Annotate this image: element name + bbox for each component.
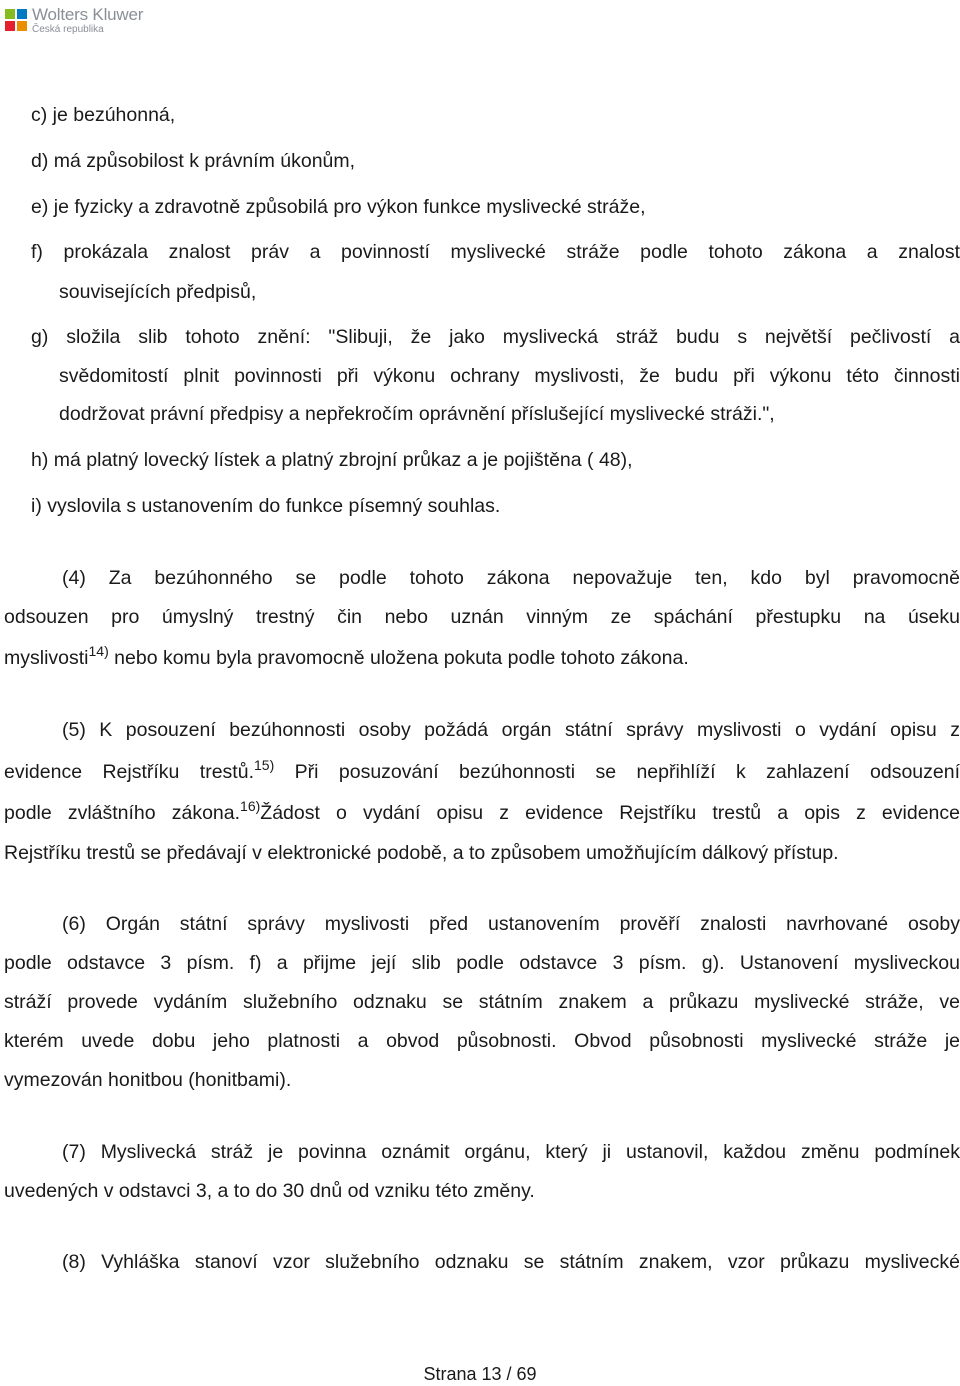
para-5-line3 — [0, 798, 960, 825]
footnote-ref-14: 14) — [88, 643, 109, 659]
para-6-line4: kterém uvede dobu jeho platnosti a obvod působnosti. Obvod působnosti myslivecké stráže je — [4, 1030, 960, 1052]
para-6-line5: vymezován honitbou (honitbami). — [4, 1069, 292, 1091]
item-d: d) má způsobilost k právním úkonům, — [31, 150, 356, 172]
text-span: Žádost o vydání opisu z evidence Rejstříku trestů a opis z evidence — [260, 802, 960, 824]
para-4-line3 — [0, 643, 960, 670]
text-span: podle zvláštního zákona. — [4, 802, 241, 824]
item-h: h) má platný lovecký lístek a platný zbrojní průkaz a je pojištěna ( 48), — [31, 449, 633, 471]
footnote-ref-16: 16) — [240, 798, 261, 814]
para-8-line1: (8) Vyhláška stanoví vzor služebního odznaku se státním znakem, vzor průkazu myslivecké — [62, 1251, 960, 1273]
text-span: evidence Rejstříku trestů. — [4, 761, 254, 783]
para-6-line2: podle odstavce 3 písm. f) a přijme její slib podle odstavce 3 písm. g). Ustanovení mysliveckou — [4, 952, 960, 974]
logo-subtitle: Česká republika — [32, 23, 104, 35]
para-4-line2: odsouzen pro úmyslný trestný čin nebo uznán vinným ze spáchání přestupku na úseku — [4, 606, 960, 628]
logo-brand: Wolters Kluwer — [32, 4, 144, 24]
para-7-line1: (7) Myslivecká stráž je povinna oznámit orgánu, který ji ustanovil, každou změnu podmínek — [62, 1141, 960, 1163]
logo-text — [32, 6, 143, 35]
para-5-line2 — [0, 757, 960, 784]
item-i: i) vyslovila s ustanovením do funkce písemný souhlas. — [31, 495, 501, 517]
item-f-line1: f) prokázala znalost práv a povinností myslivecké stráže podle tohoto zákona a znalost — [31, 241, 960, 263]
para-6-line1: (6) Orgán státní správy myslivosti před ustanovením prověří znalosti navrhované osoby — [62, 913, 960, 935]
text-span: nebo komu byla pravomocně uložena pokuta podle tohoto zákona. — [108, 647, 689, 669]
page-number: Strana 13 / 69 — [423, 1364, 537, 1384]
item-f-line2: souvisejících předpisů, — [59, 281, 257, 303]
text-span: Při posuzování bezúhonnosti se nepřihlíží k zahlazení odsouzení — [274, 761, 960, 783]
para-6-line3: stráží provede vydáním služebního odznaku se státním znakem a průkazu myslivecké stráže, ve — [4, 991, 960, 1013]
item-g-line1: g) složila slib tohoto znění: "Slibuji, že jako myslivecká stráž budu s největší pečlivostí a — [31, 326, 960, 348]
item-e: e) je fyzicky a zdravotně způsobilá pro výkon funkce myslivecké stráže, — [31, 196, 646, 218]
para-5-line1: (5) K posouzení bezúhonnosti osoby požádá orgán státní správy myslivosti o vydání opisu z — [62, 719, 960, 741]
wolters-kluwer-logo-icon — [4, 8, 28, 32]
publisher-logo — [4, 4, 143, 36]
item-g-line2: svědomitostí plnit povinnosti při výkonu ochrany myslivosti, že budu při výkonu této činnosti — [59, 365, 960, 387]
para-4-line1: (4) Za bezúhonného se podle tohoto zákona nepovažuje ten, kdo byl pravomocně — [62, 567, 960, 589]
footnote-ref-15: 15) — [254, 757, 275, 773]
para-7-line2: uvedených v odstavci 3, a to do 30 dnů od vzniku této změny. — [4, 1180, 535, 1202]
para-5-line4: Rejstříku trestů se předávají v elektronické podobě, a to způsobem umožňujícím dálkový přístup. — [4, 842, 839, 864]
item-c: c) je bezúhonná, — [31, 104, 176, 126]
item-g-line3: dodržovat právní předpisy a nepřekročím oprávnění příslušející myslivecké stráži.", — [59, 403, 775, 425]
text-span: myslivosti — [4, 647, 89, 669]
